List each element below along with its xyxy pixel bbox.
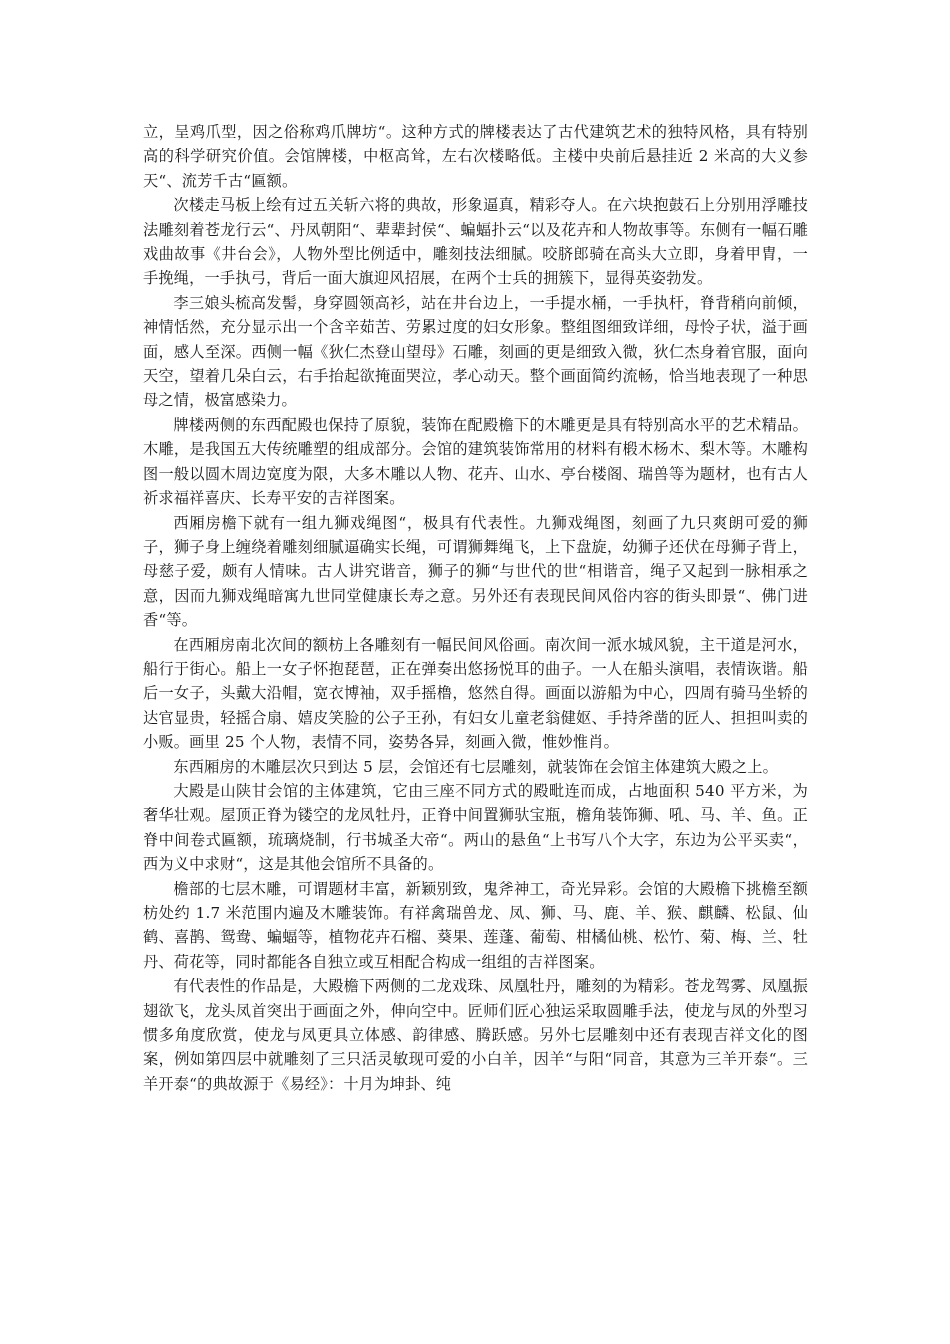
paragraph-1: 立，呈鸡爪型，因之俗称鸡爪牌坊“。这种方式的牌楼表达了古代建筑艺术的独特风格，具有特别高的科学研究价值。会馆牌楼，中枢高耸，左右次楼略低。主楼中央前后悬挂近 2 米高的大义参天“、流芳千古“匾额。 bbox=[143, 123, 808, 190]
paragraph-3: 李三娘头梳高发髻，身穿圆领高衫，站在井台边上，一手提水桶，一手执杆，脊背稍向前倾，神情恬然，充分显示出一个含辛茹苦、劳累过度的妇女形象。整组图细致详细，母怜子状，溢于画面，感人至深。西侧一幅《狄仁杰登山望母》石雕，刻画的更是细致入微，狄仁杰身着官服，面向天空，望着几朵白云，右手抬起欲掩面哭泣，孝心动天。整个画面简约流畅，恰当地表现了一种思母之情，极富感染力。 bbox=[143, 293, 808, 410]
paragraph-4: 牌楼两侧的东西配殿也保持了原貌，装饰在配殿檐下的木雕更是具有特别高水平的艺术精品。木雕，是我国五大传统雕塑的组成部分。会馆的建筑装饰常用的材料有椴木杨木、梨木等。木雕构图一般以圆木周边宽度为限，大多木雕以人物、花卉、山水、亭台楼阁、瑞兽等为题材，也有古人祈求福祥喜庆、长寿平安的吉祥图案。 bbox=[143, 415, 808, 508]
document-body bbox=[143, 120, 808, 1096]
paragraph-9: 檐部的七层木雕，可谓题材丰富，新颖别致，鬼斧神工，奇光异彩。会馆的大殿檐下挑檐至额枋处约 1.7 米范围内遍及木雕装饰。有祥禽瑞兽龙、凤、狮、马、鹿、羊、猴、麒麟、松鼠、仙鹤、喜鹊、鸳鸯、蝙蝠等，植物花卉石榴、葵果、莲蓬、葡萄、柑橘仙桃、松竹、菊、梅、兰、牡丹、荷花等，同时都能各自独立或互相配合构成一组组的吉祥图案。 bbox=[143, 879, 808, 971]
paragraph-10: 有代表性的作品是，大殿檐下两侧的二龙戏珠、凤凰牡丹，雕刻的为精彩。苍龙驾雾、凤凰振翅欲飞，龙头凤首突出于画面之外，伸向空中。匠师们匠心独运采取圆雕手法，使龙与凤的外型习惯多角度欣赏，使龙与凤更具立体感、韵律感、腾跃感。另外七层雕刻中还有表现吉祥文化的图案，例如第四层中就雕刻了三只活灵敏现可爱的小白羊，因羊“与阳“同音，其意为三羊开泰“。三羊开泰“的典故源于《易经》：十月为坤卦、纯 bbox=[143, 977, 808, 1093]
paragraph-7: 东西厢房的木雕层次只到达 5 层，会馆还有七层雕刻，就装饰在会馆主体建筑大殿之上。 bbox=[173, 757, 779, 776]
paragraph-8: 大殿是山陕甘会馆的主体建筑，它由三座不同方式的殿毗连而成，占地面积 540 平方米，为奢华壮观。屋顶正脊为镂空的龙凤牡丹，正脊中间置狮驮宝瓶，檐角装饰狮、吼、马、羊、鱼。正脊中间卷式匾额，琉璃烧制，行书城圣大帝“。两山的悬鱼“上书写八个大字，东边为公平买卖“，西为义中求财“，这是其他会馆所不具备的。 bbox=[143, 781, 808, 874]
paragraph-2: 次楼走马板上绘有过五关斩六将的典故，形象逼真，精彩夺人。在六块抱鼓石上分别用浮雕技法雕刻着苍龙行云“、丹凤朝阳“、辈辈封侯“、蝙蝠扑云“以及花卉和人物故事等。东侧有一幅石雕戏曲故事《井台会》，人物外型比例适中，雕刻技法细腻。咬脐郎骑在高头大立即，身着甲胄，一手挽绳，一手执弓，背后一面大旗迎风招展，在两个士兵的拥簇下，显得英姿勃发。 bbox=[143, 196, 808, 288]
paragraph-5: 西厢房檐下就有一组九狮戏绳图“，极具有代表性。九狮戏绳图，刻画了九只爽朗可爱的狮子，狮子身上缠绕着雕刻细腻逼确实长绳，可谓狮舞绳飞，上下盘旋，幼狮子还伏在母狮子背上，母慈子爱，颇有人情味。古人讲究谐音，狮子的狮“与世代的世“相谐音，绳子又起到一脉相承之意，因而九狮戏绳暗寓九世同堂健康长寿之意。另外还有表现民间风俗内容的街头即景“、佛门进香“等。 bbox=[143, 513, 808, 630]
paragraph-6: 在西厢房南北次间的额枋上各雕刻有一幅民间风俗画。南次间一派水城风貌，主干道是河水，船行于街心。船上一女子怀抱琵琶，正在弹奏出悠扬悦耳的曲子。一人在船头演唱，表情诙谐。船后一女子，头戴大沿帽，宽衣博袖，双手摇橹，悠然自得。画面以游船为中心，四周有骑马坐轿的达官显贵，轻摇合扇、嬉皮笑脸的公子王孙，有妇女儿童老翁健妪、手持斧凿的匠人、担担叫卖的小贩。画里 25 个人物，表情不同，姿势各异，刻画入微，惟妙惟肖。 bbox=[143, 635, 808, 752]
